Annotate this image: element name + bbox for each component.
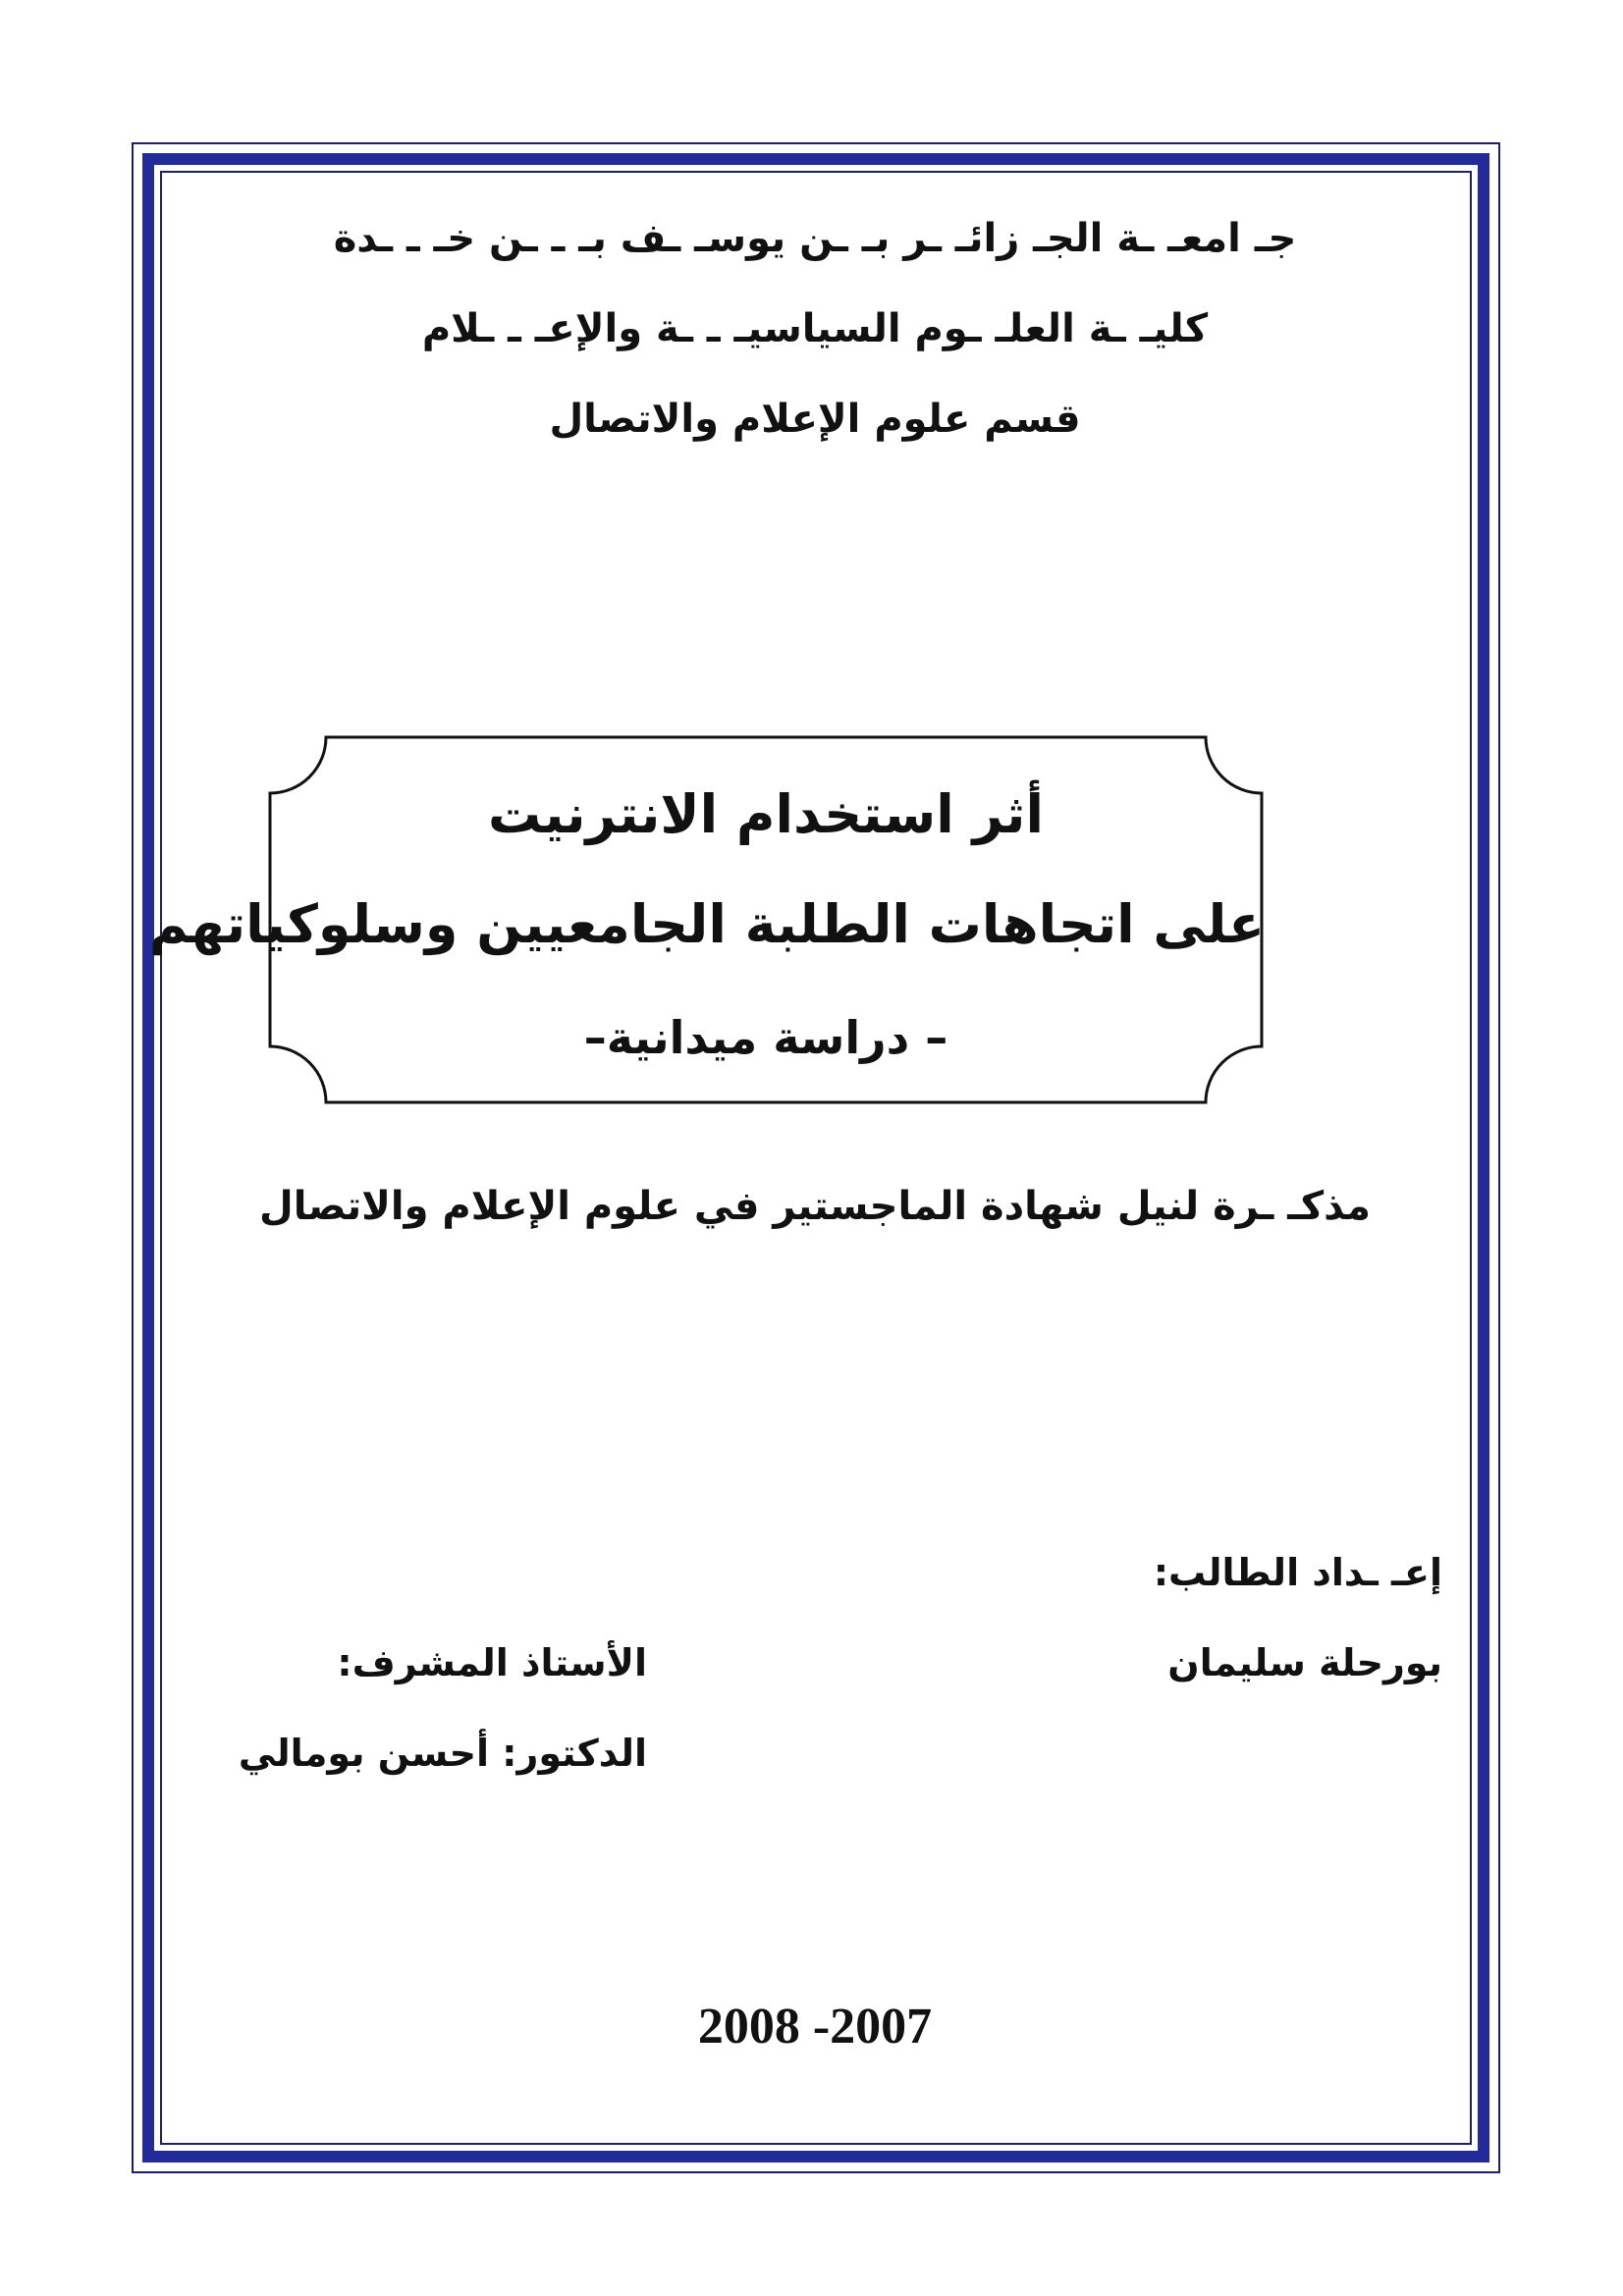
thesis-subtitle: – دراسة ميدانية– [583, 1011, 948, 1064]
thesis-title-line-1: أثر استخدام الانترنيت [488, 783, 1044, 845]
department-name: قسم علوم الإعلام والاتصال [549, 397, 1081, 442]
thesis-title-line-2: على اتجاهات الطلبة الجامعيين وسلوكياتهم [148, 893, 1265, 955]
academic-year: 2008 -2007 [697, 1999, 933, 2055]
degree-statement: مذكـ ـرة لنيل شهادة الماجستير في علوم الإعلام والاتصال [258, 1184, 1372, 1229]
student-label: إعـ ـداد الطالب: [1153, 1551, 1442, 1594]
faculty-name: كليـ ـة العلـ ـوم السياسيـ ـ ـة والإعـ ـ ـلام [421, 306, 1209, 351]
supervisor-name: الدكتور: أحسن بومالي [238, 1732, 647, 1775]
page-border-inner [148, 171, 1472, 2145]
supervisor-label: الأستاذ المشرف: [337, 1641, 647, 1684]
university-name: جـ امعـ ـة الجـ زائـ ـر بـ ـن يوسـ ـف بـ ـ ـن خـ ـ ـدة [333, 216, 1297, 261]
student-name: بورحلة سليمان [1167, 1641, 1442, 1684]
